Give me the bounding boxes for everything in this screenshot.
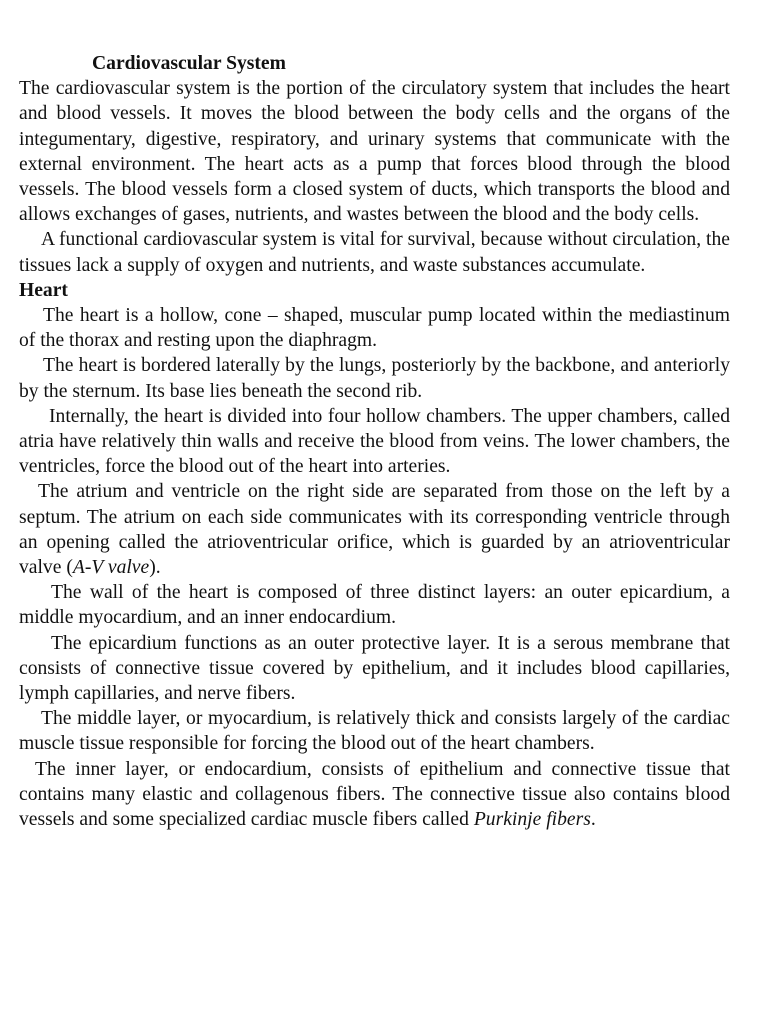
document-title: Cardiovascular System [92, 53, 286, 74]
heart-paragraph-1: The heart is a hollow, cone – shaped, muscular pump located within the mediastinum of the thorax and resting upon the diaphragm. [19, 305, 730, 352]
heart-paragraph-4 [19, 479, 730, 580]
heart-paragraph-5: The wall of the heart is composed of three distinct layers: an outer epicardium, a middle myocardium, and an inner endocardium. [19, 582, 730, 629]
heart-paragraph-2: The heart is bordered laterally by the lungs, posteriorly by the backbone, and anteriorly by the sternum. Its base lies beneath the second rib. [19, 355, 730, 402]
intro-paragraph-1: The cardiovascular system is the portion of the circulatory system that includes the heart and blood vessels. It moves the blood between the body cells and the organs of the integumentary, digestive, respiratory, and urinary systems that communicate with the external environment. The heart acts as a pump that forces blood through the blood vessels. The blood vessels form a closed system of ducts, which transports the blood and allows exchanges of gases, nutrients, and wastes between the blood and the body cells. [19, 78, 730, 226]
heart-paragraph-6: The epicardium functions as an outer protective layer. It is a serous membrane that consists of connective tissue covered by epithelium, and it includes blood capillaries, lymph capillaries, and nerve fibers. [19, 632, 730, 705]
heart-paragraph-8-end: . [590, 809, 596, 831]
heart-heading: Heart [19, 279, 68, 301]
heart-paragraph-8 [19, 757, 730, 833]
heart-paragraph-7: The middle layer, or myocardium, is relatively thick and consists largely of the cardiac muscle tissue responsible for forcing the blood out of the heart chambers. [19, 708, 730, 755]
heart-paragraph-4-text: The atrium and ventricle on the right side are separated from those on the left by a septum. The atrium on each side communicates with its corresponding ventricle through an opening called the atrioventricular orifice, which is guarded by an atrioventricular valve ( [19, 481, 730, 579]
av-valve-term: A-V valve [72, 557, 150, 579]
heart-paragraph-3: Internally, the heart is divided into four hollow chambers. The upper chambers, called atria have relatively thin walls and receive the blood from veins. The lower chambers, the ventricles, force the blood out of the heart into arteries. [19, 405, 730, 478]
heart-paragraph-8-text: The inner layer, or endocardium, consists of epithelium and connective tissue that contains many elastic and collagenous fibers. The connective tissue also contains blood vessels and some specialized cardiac muscle fibers called [19, 758, 730, 831]
intro-paragraph-2: A functional cardiovascular system is vital for survival, because without circulation, the tissues lack a supply of oxygen and nutrients, and waste substances accumulate. [19, 229, 730, 276]
document-page [19, 51, 730, 832]
purkinje-fibers-term: Purkinje fibers [473, 809, 591, 831]
heart-paragraph-4-end: ). [149, 557, 161, 579]
